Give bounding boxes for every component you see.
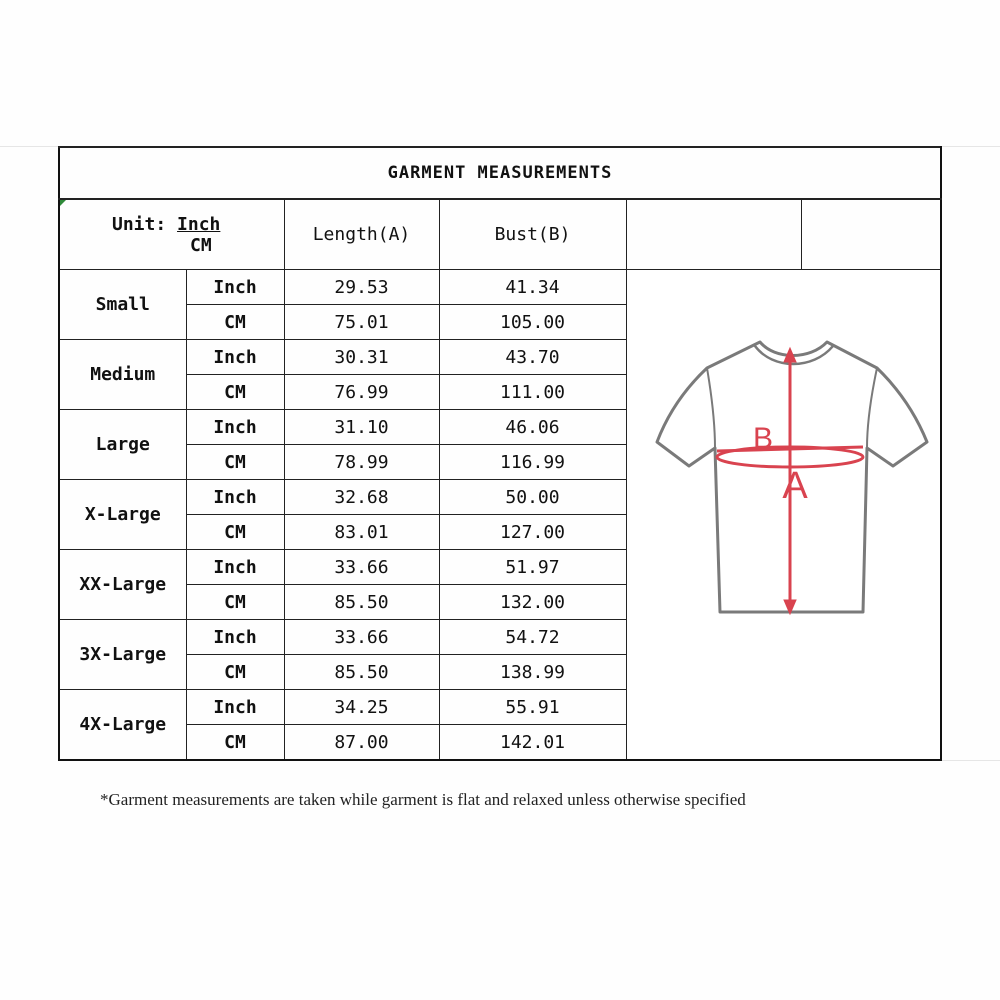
unit-cm-cell: CM (186, 515, 284, 550)
bust-cm-value: 142.01 (439, 725, 626, 761)
unit-header (59, 199, 284, 270)
bust-cm-value: 127.00 (439, 515, 626, 550)
length-cm-value: 78.99 (284, 445, 439, 480)
length-inch-value: 30.31 (284, 340, 439, 375)
t-shirt-diagram (645, 330, 935, 630)
unit-cm-cell: CM (186, 375, 284, 410)
bust-inch-value: 55.91 (439, 690, 626, 725)
length-inch-value: 33.66 (284, 620, 439, 655)
length-inch-value: 32.68 (284, 480, 439, 515)
length-cm-value: 85.50 (284, 655, 439, 690)
length-cm-value: 75.01 (284, 305, 439, 340)
bust-cm-value: 116.99 (439, 445, 626, 480)
bust-inch-value: 41.34 (439, 270, 626, 305)
unit-inch-cell: Inch (186, 690, 284, 725)
size-label: Medium (59, 340, 186, 410)
column-header-bust: Bust(B) (439, 199, 626, 270)
empty-header-cell (626, 199, 801, 270)
bust-inch-value: 51.97 (439, 550, 626, 585)
unit-inch-link[interactable]: Inch (177, 213, 221, 235)
unit-label: Unit: (112, 213, 167, 235)
unit-cm: CM (190, 234, 212, 256)
empty-header-cell (801, 199, 941, 270)
size-label: Small (59, 270, 186, 340)
table-title: GARMENT MEASUREMENTS (59, 147, 941, 199)
bust-inch-value: 50.00 (439, 480, 626, 515)
unit-cm-cell: CM (186, 305, 284, 340)
unit-cm-cell: CM (186, 725, 284, 761)
unit-cm-cell: CM (186, 445, 284, 480)
unit-inch-cell: Inch (186, 340, 284, 375)
length-inch-value: 34.25 (284, 690, 439, 725)
bust-cm-value: 105.00 (439, 305, 626, 340)
bust-inch-value: 43.70 (439, 340, 626, 375)
length-cm-value: 83.01 (284, 515, 439, 550)
label-b: B (752, 422, 774, 455)
bust-inch-value: 46.06 (439, 410, 626, 445)
length-inch-value: 31.10 (284, 410, 439, 445)
unit-cm-cell: CM (186, 585, 284, 620)
length-cm-value: 85.50 (284, 585, 439, 620)
cell-corner-mark (60, 200, 66, 206)
size-label: Large (59, 410, 186, 480)
label-a: A (782, 465, 808, 507)
size-label: XX-Large (59, 550, 186, 620)
unit-inch-cell: Inch (186, 620, 284, 655)
length-cm-value: 76.99 (284, 375, 439, 410)
size-label: X-Large (59, 480, 186, 550)
length-inch-value: 29.53 (284, 270, 439, 305)
bust-inch-value: 54.72 (439, 620, 626, 655)
column-header-length: Length(A) (284, 199, 439, 270)
unit-inch-cell: Inch (186, 270, 284, 305)
bust-cm-value: 138.99 (439, 655, 626, 690)
length-inch-value: 33.66 (284, 550, 439, 585)
footnote: *Garment measurements are taken while garment is flat and relaxed unless otherwise specified (100, 790, 746, 809)
size-label: 4X-Large (59, 690, 186, 761)
unit-cm-cell: CM (186, 655, 284, 690)
bust-cm-value: 132.00 (439, 585, 626, 620)
table-row (59, 270, 941, 305)
unit-inch-cell: Inch (186, 550, 284, 585)
size-label: 3X-Large (59, 620, 186, 690)
bust-cm-value: 111.00 (439, 375, 626, 410)
unit-inch-cell: Inch (186, 410, 284, 445)
unit-inch-cell: Inch (186, 480, 284, 515)
length-cm-value: 87.00 (284, 725, 439, 761)
